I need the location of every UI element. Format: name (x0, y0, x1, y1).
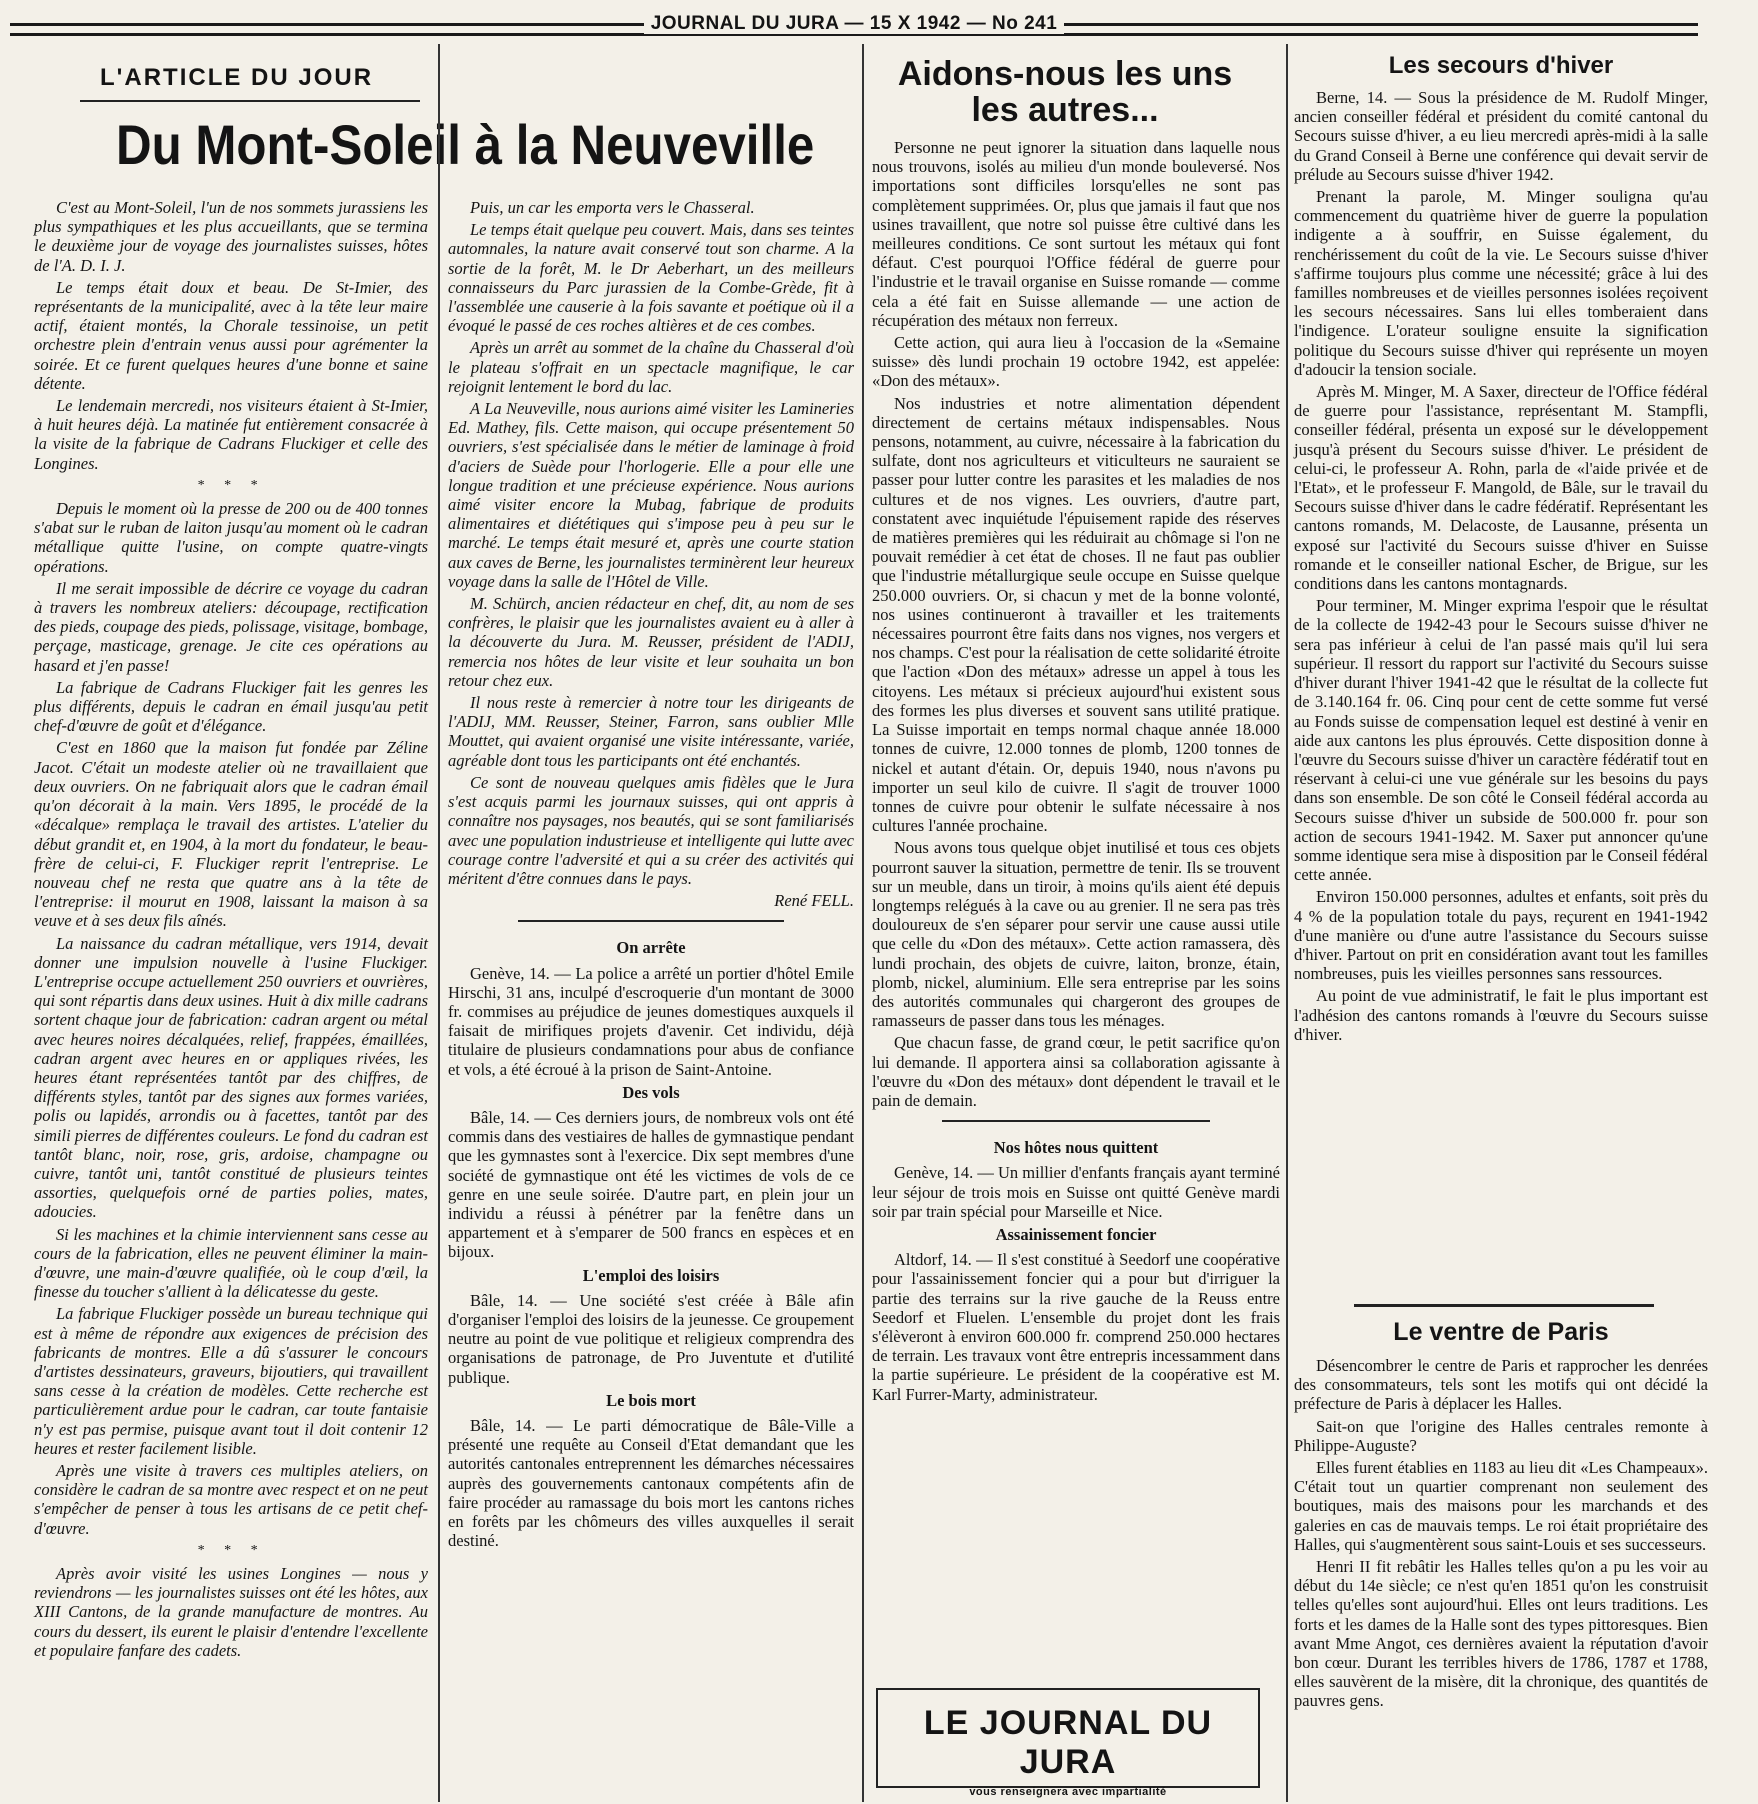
paragraph: La fabrique Fluckiger possède un bureau technique qui est à même de répondre aux exigences de précision des fabricants de montres. Elle a dû s'assurer le concours d'artistes dessinateurs, graveurs, bijoutiers, qui travaillent sans cesse à la création de modèles. Cette recherche est particulièrement ardue pour le cadran, car toute fantaisie n'y est pas permise, puisque avant tout il doit contenir 12 heures et rester facilement lisible. (34, 1304, 428, 1458)
paragraph: Après une visite à travers ces multiples ateliers, on considère le cadran de sa montre avec respect et on ne peut s'empêcher de penser à tous les artisans de ce petit chef-d'œuvre. (34, 1461, 428, 1538)
brief-bois-mort (448, 1391, 854, 1551)
paragraph: Le temps était quelque peu couvert. Mais, dans ses teintes automnales, la nature avait conservé tout son charme. A la sortie de la forêt, M. le Dr Aeberhart, un des meilleurs connaisseurs du Parc jurassien de la Combe-Grède, fit à l'assemblée une causerie à la fois savante et poétique où il a évoqué le passé de ces roches altières et de ces combes. (448, 220, 854, 336)
article-kicker: L'ARTICLE DU JOUR (100, 64, 374, 91)
brief-heading: L'emploi des loisirs (582, 1265, 720, 1285)
ad-title: LE JOURNAL DU JURA (923, 1704, 1213, 1781)
kicker-rule (80, 100, 420, 102)
article-headline: Du Mont-Soleil à la Neuveville (116, 113, 815, 176)
paragraph: Après M. Minger, M. A Saxer, directeur de l'Office fédéral de guerre pour l'assistance, représentant M. Stampfli, conseiller fédéral, présenta un exposé sur le développement jusqu'à présent du Secours suisse d'hiver. Le président de celui-ci, le professeur A. Rohn, parla de «l'aide privée et de l'Etat», et le professeur F. Mangold, de Bâle, sur le travail du Secours suisse d'hiver dans le cadre fédératif. Représentant les cantons romands, M. Delacoste, de Lausanne, présenta un exposé sur l'activité du Secours suisse d'hiver en Suisse romande et le conseiller national Escher, de Brigue, sur les conditions dans les cantons montagnards. (1294, 382, 1708, 594)
brief-text: Genève, 14. — Un millier d'enfants français ayant terminé leur séjour de trois mois en Suisse ont quitté Genève mardi soir par train spécial pour Marseille et Nice. (872, 1163, 1281, 1221)
paragraph: Personne ne peut ignorer la situation dans laquelle nous nous trouvons, isolés au milieu d'un monde bouleversé. Nos importations sont difficiles lorsqu'elles ne sont pas complètement supprimées. Or, plus que jamais il faut que nos usines travaillent, que notre sol puisse être cultivé dans les meilleures conditions. Ce sont surtout les métaux qui font défaut. C'est pourquoi l'Office fédéral de guerre pour l'industrie et le travail organise en Suisse romande — comme cela a été fait en Suisse allemande — une action de récupération des métaux non ferreux. (872, 138, 1280, 330)
brief-text: Bâle, 14. — Le parti démocratique de Bâle-Ville a présenté une requête au Conseil d'Etat demandant que les autorités cantonales entreprennent les démarches nécessaires auprès des gouvernements cantonaux compétents afin de faire procéder au ramassage du bois mort les cantons riches en forêts par les chômeurs des villes auxquelles il serait destiné. (448, 1415, 854, 1551)
column-4-secours (1294, 88, 1708, 1047)
paragraph: Pour terminer, M. Minger exprima l'espoir que le résultat de la collecte de 1942-43 pour le Secours suisse d'hiver ne sera pas inférieur à celui de l'an passé mais qu'il lui sera supérieur. Il ressort du rapport sur l'activité du Secours suisse d'hiver durant l'hiver 1941-42 que le résultat de la collecte fut de 3.140.164 fr. 06. Cinq pour cent de cette somme fut versé au Fonds suisse de compensation lequel est destiné à venir en aide aux cantons les plus éprouvés. Cette disposition donne à l'œuvre du Secours suisse d'hiver un caractère fédératif tout en réservant à celui-ci une vue générale sur les besoins du pays dans son ensemble. De son côté le Conseil fédéral accorda au Secours suisse d'hiver un subside de 500.000 fr. pour son action de secours 1941-1942. M. Saxer put annoncer qu'une somme identique sera mise à disposition par le Conseil fédéral cette année. (1294, 596, 1708, 885)
ventre-headline: Le ventre de Paris (1393, 1318, 1609, 1346)
secours-headline: Les secours d'hiver (1388, 52, 1614, 79)
brief-heading: Le bois mort (606, 1390, 696, 1410)
paragraph: Puis, un car les emporta vers le Chasseral. (470, 198, 755, 217)
paragraph: Que chacun fasse, de grand cœur, le petit sacrifice qu'on lui demande. Il apportera ainsi sa collaboration agissante à l'œuvre du «Don des métaux» dont dépendent le travail et le pain de demain. (872, 1033, 1280, 1110)
brief-loisirs (448, 1266, 854, 1387)
masthead-text: JOURNAL DU JURA — 15 X 1942 — No 241 (644, 13, 1065, 34)
paragraph: Au point de vue administratif, le fait le plus important est l'adhésion des cantons romands à l'œuvre du Secours suisse d'hiver. (1294, 986, 1708, 1044)
paragraph: M. Schürch, ancien rédacteur en chef, dit, au nom de ses confrères, le plaisir que les journalistes avaient eu à aller à la découverte du Jura. M. Reusser, président de l'ADIJ, remercia nos hôtes de leur visite et leur souhaita un bon retour chez eux. (448, 594, 854, 690)
aidons-headline: Aidons-nous les uns les autres... (897, 55, 1233, 129)
paragraph: Le temps était doux et beau. De St-Imier, des représentants de la municipalité, avec à la tête leur maire actif, étaient montés, la Chorale tessinoise, un petit orchestre plein d'entrain venus aussi pour agrémenter la soirée. Et ce furent quelques heures d'une bonne et saine détente. (34, 277, 428, 393)
section-divider (1354, 1304, 1654, 1307)
paragraph: Prenant la parole, M. Minger souligna qu'au commencement du quatrième hiver de guerre la population indigente a à souffrir, en Suisse également, du renchérissement du coût de la vie. Le Secours suisse d'hiver s'affirme toujours plus comme une nécessité; grâce à lui des familles nombreuses et de vieilles personnes isolées reçoivent les secours nécessaires. Sans lui elles tomberaient dans l'indigence. L'orateur souligne ensuite la signification politique du Secours suisse d'hiver qui représente un moyen d'adoucir la tension sociale. (1294, 187, 1708, 379)
ad-subtitle: vous renseignera avec impartialité (969, 1786, 1167, 1798)
paragraph: La naissance du cadran métallique, vers 1914, devait donner une impulsion nouvelle à l'usine Fluckiger. L'entreprise occupe actuellement 250 ouvriers et ouvrières, qui sont répartis dans deux usines. Huit à dix mille cadrans sortent chaque jour de fabrication: cadran argent ou métal avec heures noires décalquées, relief, frappées, émaillées, cadran argent avec heures en or appliques rivées, les heures étant représentées tantôt par des chiffres, de différents styles, tantôt par des signes aux formes variées, polis ou lapidés, arrondis ou à facettes, tantôt par des simili pierres de différentes couleurs. Le fond du cadran est tantôt blanc, noir, rose, gris, ardoise, champagne ou cuivre, tantôt uni, tantôt constitué de plusieurs teintes assorties, quelquefois orné de parties polies, mates, adoucies. (34, 933, 428, 1222)
newspaper-ad (876, 1688, 1260, 1798)
paragraph: Environ 150.000 personnes, adultes et enfants, soit près du 4 % de la population totale du pays, reçurent en 1941-1942 d'une manière ou d'une autre l'assistance du Secours suisse d'hiver. Partout on prit en considération avant tout les familles nombreuses, puis les vieilles personnes sans ressources. (1294, 887, 1708, 984)
paragraph: Après avoir visité les usines Longines — nous y reviendrons — les journalistes suisses ont été les hôtes, aux XIII Cantons, de la grande manufacture de montres. Au cours du dessert, ils eurent le plaisir d'entendre l'excellente et populaire fanfare des cadets. (34, 1564, 428, 1660)
brief-text: Genève, 14. — La police a arrêté un portier d'hôtel Emile Hirschi, 31 ans, inculpé d'escroquerie d'un montant de 3000 fr. commises au préjudice de jeunes domestiques auxquels il faisait de mirifiques projets d'avenir. Cet individu, déjà titulaire de plusieurs condamnations pour abus de confiance et vols, a été écroué à la prison de Saint-Antoine. (448, 963, 854, 1079)
paragraph: Berne, 14. — Sous la présidence de M. Rudolf Minger, ancien conseiller fédéral et président du comité cantonal du Secours suisse d'hiver, a eu lieu mercredi après-midi à la salle du Grand Conseil à Berne une conférence qui devait servir de prélude au Secours suisse d'hiver 1942. (1294, 88, 1708, 184)
paragraph: C'est en 1860 que la maison fut fondée par Zéline Jacot. C'était un modeste atelier où ne travaillaient que deux ouvriers. On ne fabriquait alors que le cadran émail qu'on décorait à la main. Vers 1895, le procédé de la «décalque» remplaça le travail des artistes. L'atelier du début grandit et, en 1904, à la mort du fondateur, le beau-frère de celui-ci, F. Fluckiger reprit l'entreprise. Le nouveau chef ne resta que quatre ans à la tête de l'entreprise: il mourut en 1908, laissant la maison à sa veuve et à ses deux fils aînés. (34, 738, 428, 931)
brief-text: Altdorf, 14. — Il s'est constitué à Seedorf une coopérative pour l'assainissement foncier qui a pour but d'irriguer la partie des terrains sur la rive gauche de la Reuss entre Seedorf et Fluelen. L'ensemble du projet dont les frais s'élèveront à environ 600.000 fr. comprend 250.000 hectares de terrain. Les travaux vont être entrepris incessamment dans la partie supérieure. Le président de la coopérative est M. Karl Furrer-Marty, administrateur. (872, 1250, 1280, 1404)
paragraph: Si les machines et la chimie interviennent sans cesse au cours de la fabrication, elles ne peuvent éliminer la main-d'œuvre, une main-d'œuvre qualifiée, où le coup d'œil, la finesse du toucher s'allient à la délicatesse du geste. (34, 1224, 428, 1302)
paragraph: La fabrique de Cadrans Fluckiger fait les genres les plus différents, depuis le cadran en émail jusqu'au petit chef-d'œuvre de goût et d'élégance. (34, 677, 428, 736)
paragraph: Il me serait impossible de décrire ce voyage du cadran à travers les nombreux ateliers: découpage, rectification des pieds, coupage des pieds, polissage, visitage, bombage, perçage, masticage, grenage. Je cite ces opérations au hasard et j'en passe! (34, 578, 428, 675)
paragraph: Sait-on que l'origine des Halles centrales remonte à Philippe-Auguste? (1294, 1416, 1708, 1455)
brief-heading: Assainissement foncier (995, 1224, 1157, 1244)
paragraph: Nous avons tous quelque objet inutilisé et tous ces objets pourront sauver la situation, permettre de tenir. Ils se trouvent sur un meuble, dans un tiroir, à moins qu'ils aient été depuis longtemps relégués à la cave ou au grenier. Il ne sera pas très douloureux de s'en séparer pour servir une cause aussi utile que celle du «Don des métaux». Cette action ramassera, dès lundi prochain, des objets de cuivre, laiton, bronze, étain, plomb, nickel, aluminium. Elle sera entreprise par les soins des autorités communales qui chargeront des groupes de ramasseurs de passer dans tous les ménages. (872, 838, 1280, 1031)
author-signature: René FELL. (774, 891, 854, 911)
column-2 (448, 198, 854, 1553)
masthead (10, 12, 1698, 38)
paragraph: Depuis le moment où la presse de 200 ou de 400 tonnes s'abat sur le ruban de laiton jusqu'au moment où le cadran métallique quitte l'usine, on compte quatre-vingts opérations. (34, 499, 428, 576)
column-rule (438, 44, 440, 1802)
paragraph: C'est au Mont-Soleil, l'un de nos sommets jurassiens les plus sympathiques et les plus accueillants, que se termina le deuxième jour de voyage des journalistes suisses, hôtes de l'A. D. I. J. (34, 198, 428, 275)
brief-des-vols (448, 1083, 854, 1262)
brief-text: Bâle, 14. — Une société s'est créée à Bâle afin d'organiser l'emploi des loisirs de la jeunesse. Ce groupement neutre au point de vue politique et religieux comprendra des organisations de patronage, de Pro Juventute et d'utilité publique. (448, 1290, 854, 1387)
brief-heading: Des vols (622, 1082, 680, 1102)
paragraph: A La Neuveville, nous aurions aimé visiter les Lamineries Ed. Mathey, fils. Cette maison, qui occupe présentement 50 ouvriers, s'est spécialisée dans le métier de laminage à froid d'aciers de Suède pour l'horlogerie. Elle a pour elle une longue tradition et une précieuse expérience. Nous aurions aimé visiter encore la Mubag, fabrique de produits alimentaires et diététiques qui s'impose peu à peu sur le marché. Le temps était mesuré et, après une courte station aux caves de Berne, les journalistes terminèrent leur heureux voyage dans la salle de l'Hôtel de Ville. (448, 399, 854, 591)
column-4-ventre (1294, 1356, 1708, 1714)
paragraph: Cette action, qui aura lieu à l'occasion de la «Semaine suisse» dès lundi prochain 19 octobre 1942, est appelée: «Don des métaux». (872, 333, 1280, 391)
column-rule (1286, 44, 1288, 1802)
paragraph: Elles furent établies en 1183 au lieu dit «Les Champeaux». C'était tout un quartier comprenant non seulement des boutiques, mais des maisons pour les marchands et des galeries en cas de mauvais temps. Le roi était propriétaire des Halles, qui s'augmentèrent sous saint-Louis et ses successeurs. (1294, 1458, 1708, 1554)
paragraph: Le lendemain mercredi, nos visiteurs étaient à St-Imier, à huit heures déjà. La matinée fut entièrement consacrée à la visite de la fabrique de Cadrans Fluckiger et celle des Longines. (34, 396, 428, 473)
article-column-1 (34, 198, 428, 1663)
paragraph: Désencombrer le centre de Paris et rapprocher les denrées des consommateurs, tels sont les motifs qui ont décidé la préfecture de Paris à déplacer les Halles. (1294, 1356, 1708, 1414)
separator-stars: * * * (197, 1542, 265, 1558)
brief-heading: On arrête (616, 938, 686, 958)
separator-stars: * * * (197, 477, 265, 493)
paragraph: Ce sont de nouveau quelques amis fidèles que le Jura s'est acquis parmi les journaux suisses, qui ont appris à connaître nos paysages, nos beautés, qui se sont familiarisés avec une population industrieuse et intelligente qui lutte avec courage contre l'adversité et qui a su créer des activités qui méritent d'être connues dans le pays. (448, 772, 854, 888)
article-column-2 (448, 198, 854, 910)
paragraph: Henri II fit rebâtir les Halles telles qu'on a pu les voir au début du 14e siècle; ce n'est qu'en 1851 qu'on les construisit telles qu'elles sont aujourd'hui. Elles ont leurs traditions. Les forts et les dames de la Halle sont des types pittoresques. Bien avant Mme Angot, ces dernières avaient la réputation d'avoir bon cœur. Durant les terribles hivers de 1786, 1787 et 1788, elles sauvèrent de la misère, dit la chronique, des quantités de pauvres gens. (1294, 1557, 1708, 1711)
paragraph: Nos industries et notre alimentation dépendent directement de certains métaux indispensables. Nous pensons, notamment, au cuivre, nécessaire à la fabrication du sulfate, dont nos agriculteurs et viticulteurs ne sauraient se passer pour lutter contre les parasites et les maladies de nos cultures et de nos vignes. Les ouvriers, d'autre part, constatent avec inquiétude l'épuisement rapide des réserves de matières premières qui les réduirait au chômage si l'on ne pouvait remédier à cet état de choses. Il ne faut pas oublier que l'industrie métallurgique seule occupe en Suisse quelque 250.000 ouvriers. Or, si chacun y met de la bonne volonté, nos usines continueront à travailler et les traitements nécessaires pourront être faits dans nos vignes, nos vergers et nos champs. C'est pour la réalisation de cette solidarité étroite que l'action «Don des métaux» adresse un appel à tous les citoyens. Les métaux si précieux aujourd'hui existent sous des formes les plus diverses et souvent sans utilité pratique. La Suisse importait en temps normal chaque année 18.000 tonnes de cuivre, 12.000 tonnes de plomb, 1200 tonnes de nickel et autant d'étain. Or, depuis 1940, nous n'avons pu importer un seul kilo de cuivre. Il s'agit de trouver 1000 tonnes de cuivre pour obtenir le sulfate nécessaire à nos cultures l'année prochaine. (872, 393, 1281, 836)
section-divider (942, 1120, 1210, 1122)
column-rule (862, 44, 864, 1802)
column-3 (872, 138, 1280, 1407)
brief-text: Bâle, 14. — Ces derniers jours, de nombreux vols ont été commis dans des vestiaires de halles de gymnastique pendant que les gymnastes sont à l'exercice. Dix sept membres d'une société de gymnastique ont été les victimes de vols de ce genre en une seule soirée. D'autre part, en plein jour un individu a réussi à pénétrer par la fenêtre dans un appartement et à s'emparer de 500 francs en espèces et en bijoux. (448, 1107, 854, 1262)
paragraph: Il nous reste à remercier à notre tour les dirigeants de l'ADIJ, MM. Reusser, Steiner, Farron, sans oublier Mlle Mouttet, qui avaient organisé une visite intéressante, variée, agréable dont tous les participants ont été enchantés. (448, 693, 854, 770)
brief-on-arrete (448, 938, 854, 1078)
brief-heading: Nos hôtes nous quittent (993, 1138, 1159, 1158)
section-divider (518, 920, 784, 922)
paragraph: Après un arrêt au sommet de la chaîne du Chasseral d'où le plateau s'offrait en un spectacle magnifique, le car rejoignit lentement le bord du lac. (448, 338, 854, 396)
